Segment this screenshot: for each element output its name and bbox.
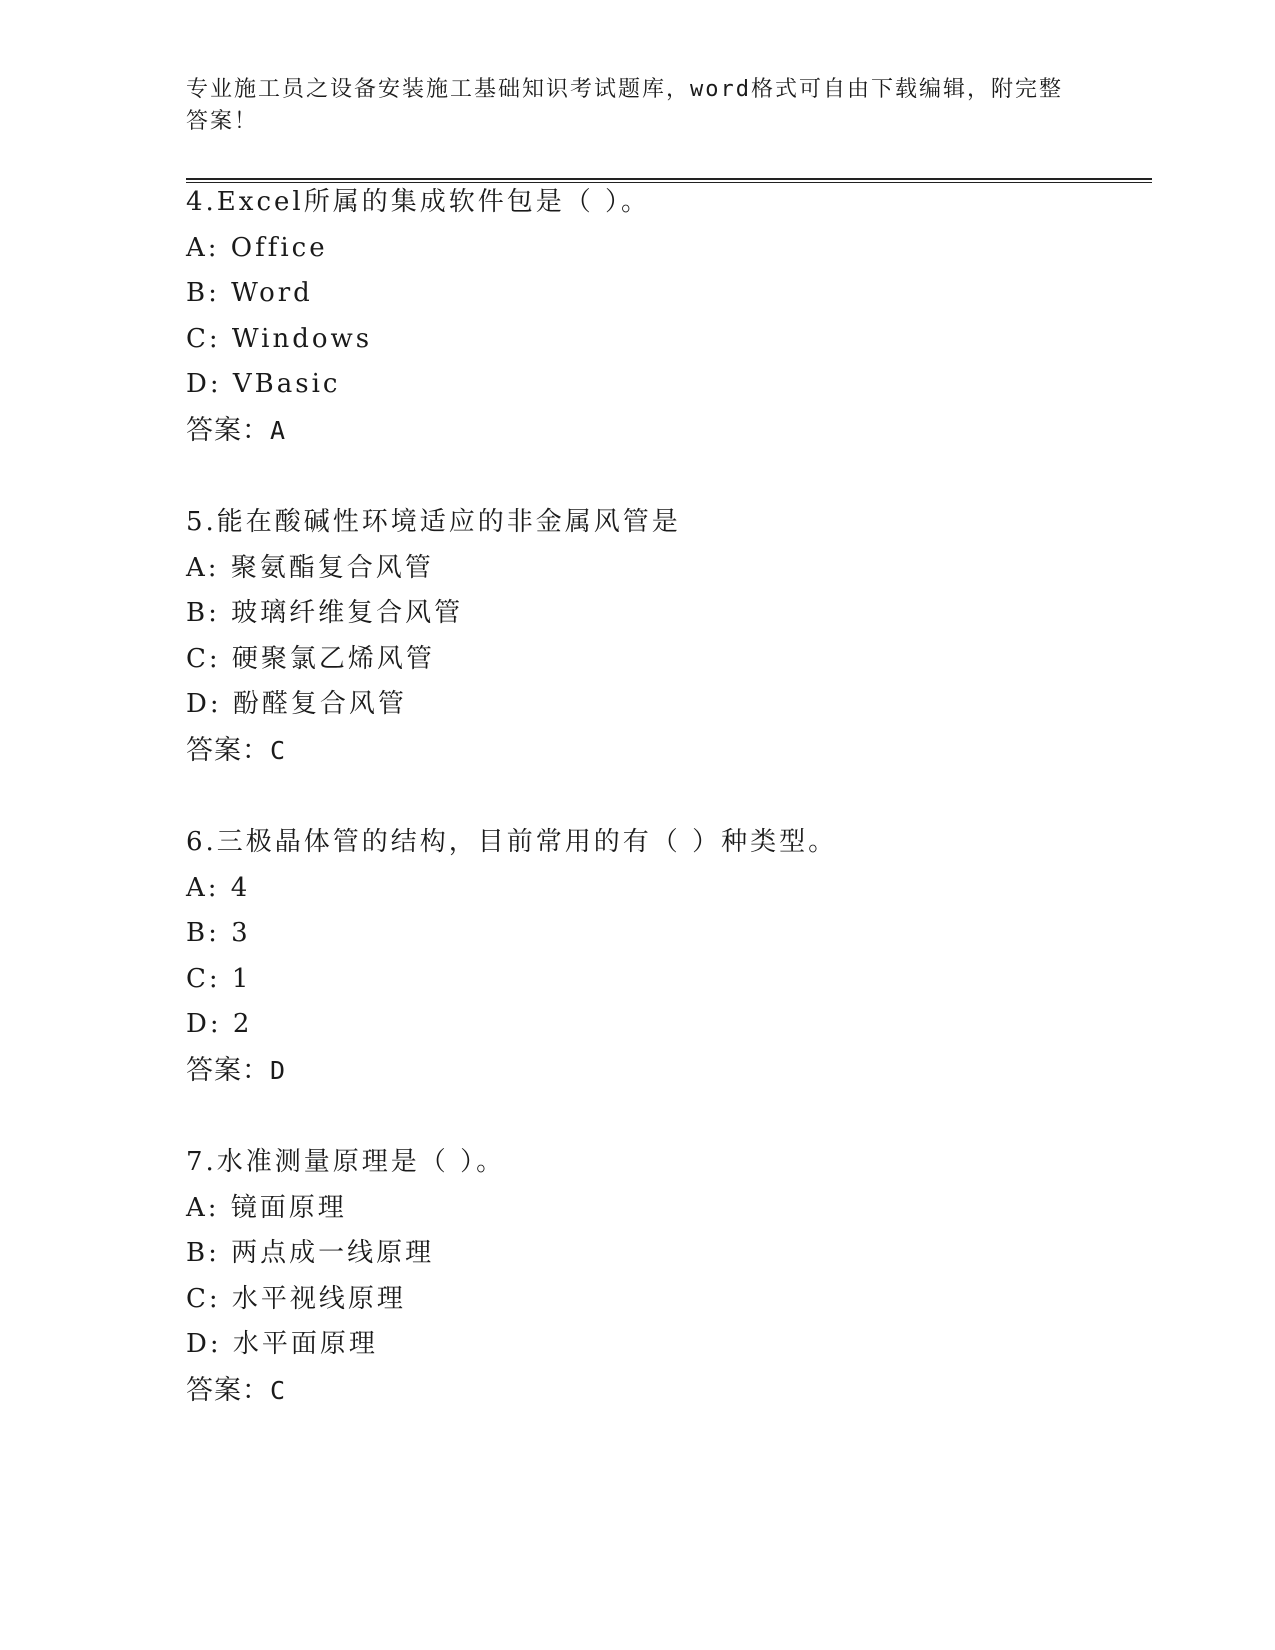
option-d: D: 2 [186, 1009, 253, 1039]
question-stem: 6.三极晶体管的结构，目前常用的有（ ）种类型。 [186, 827, 838, 857]
answer-value: C [270, 735, 287, 765]
question-5 [186, 500, 1146, 773]
option-d: D: 水平面原理 [186, 1329, 378, 1359]
option-d: D: 酚醛复合风管 [186, 689, 407, 719]
option-c: C: Windows [186, 323, 373, 354]
option-a: A: 镜面原理 [186, 1192, 347, 1223]
document-intro: 专业施工员之设备安装施工基础知识考试题库，word格式可自由下载编辑，附完整答案！ [186, 77, 1063, 134]
answer-label: 答案： [186, 734, 270, 766]
option-c: C: 水平视线原理 [186, 1283, 406, 1314]
answer-value: D [270, 1055, 287, 1085]
question-stem: 7.水准测量原理是（ ）。 [186, 1147, 506, 1177]
option-b: B: Word [186, 278, 313, 308]
option-b: B: 两点成一线原理 [186, 1238, 435, 1268]
option-b: B: 玻璃纤维复合风管 [186, 598, 464, 628]
question-stem: 4.Excel所属的集成软件包是（ ）。 [186, 187, 650, 217]
answer-line [186, 1368, 1146, 1414]
answer-line [186, 408, 1146, 454]
answer-line [186, 1048, 1146, 1094]
question-4 [186, 180, 1146, 453]
question-stem: 5.能在酸碱性环境适应的非金属风管是 [186, 507, 681, 537]
option-d: D: VBasic [186, 369, 341, 399]
answer-label: 答案： [186, 414, 270, 446]
question-7 [186, 1140, 1146, 1413]
option-c: C: 1 [186, 963, 252, 994]
question-6 [186, 820, 1146, 1093]
answer-label: 答案： [186, 1054, 270, 1086]
answer-line [186, 728, 1146, 774]
answer-label: 答案： [186, 1374, 270, 1406]
option-a: A: 4 [186, 872, 251, 903]
option-a: A: 聚氨酯复合风管 [186, 552, 434, 583]
option-c: C: 硬聚氯乙烯风管 [186, 643, 435, 674]
answer-value: C [270, 1375, 287, 1405]
option-b: B: 3 [186, 918, 251, 948]
option-a: A: Office [186, 232, 328, 263]
answer-value: A [270, 415, 287, 445]
